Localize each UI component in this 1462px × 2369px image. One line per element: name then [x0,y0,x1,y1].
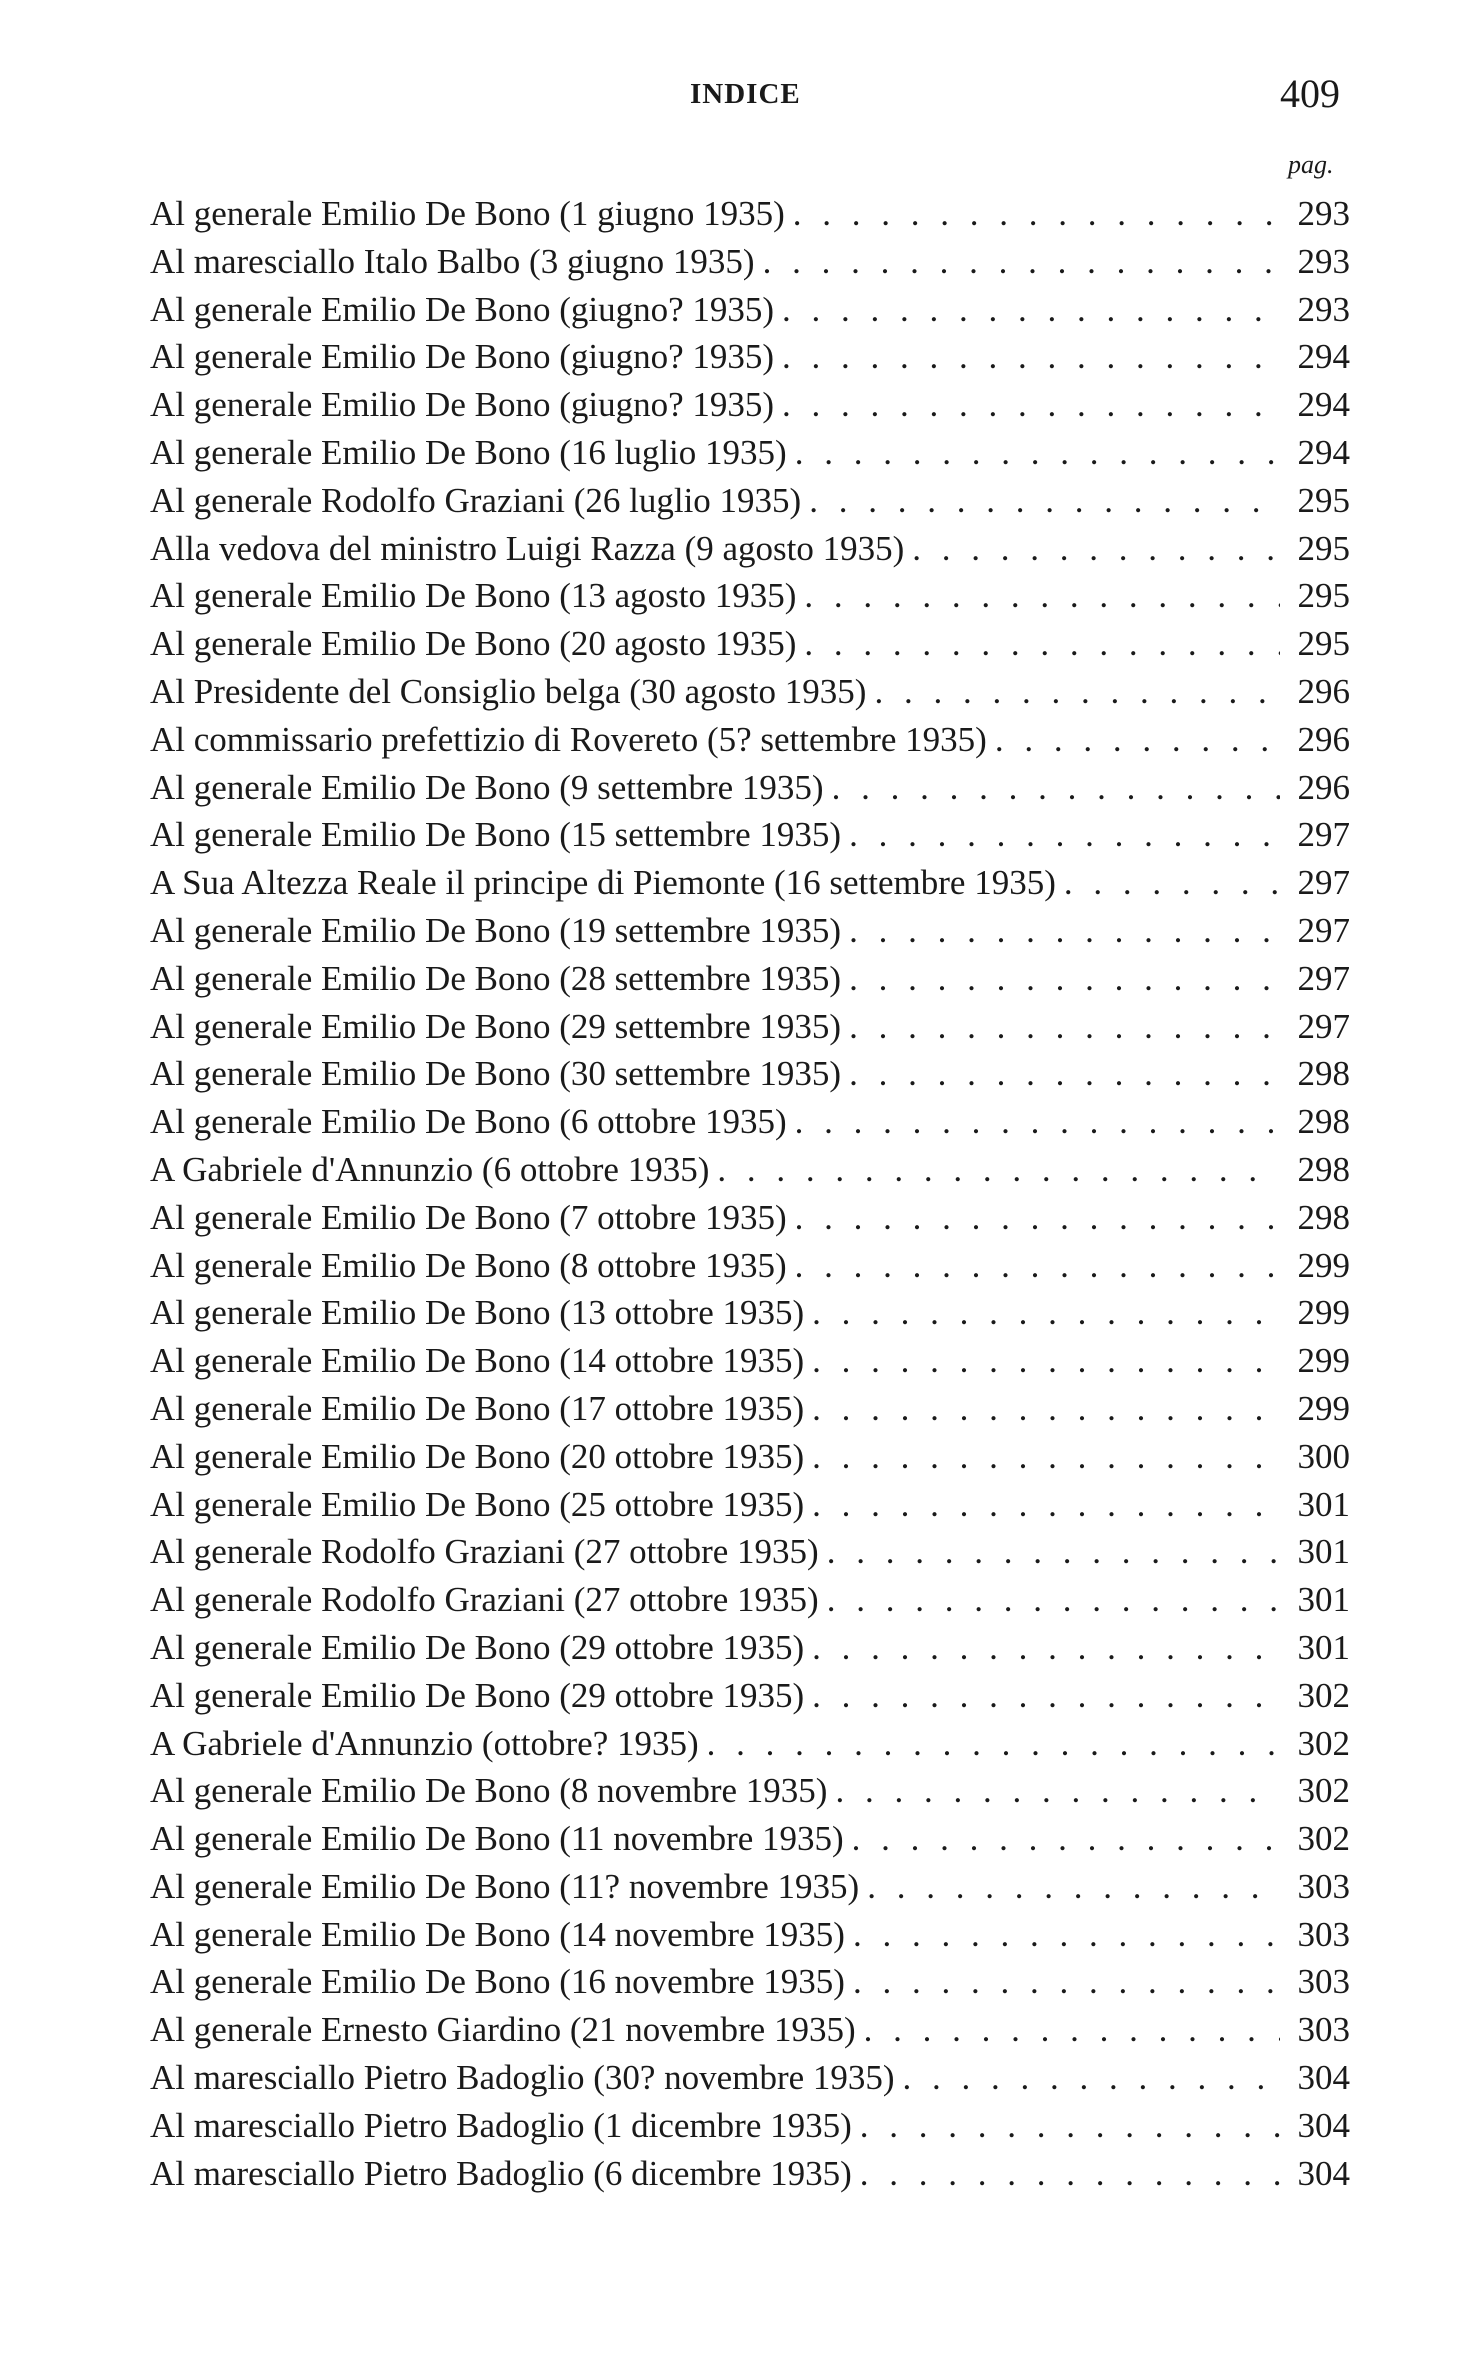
toc-entry-page: 303 [1297,1866,1350,1906]
toc-entry-page: 298 [1297,1054,1350,1094]
toc-entry-page: 293 [1297,194,1350,233]
toc-entry [150,1815,1350,1863]
toc-entry [150,1481,1350,1529]
dot-leader [852,2102,1280,2150]
dot-leader [804,1289,1280,1337]
toc-entry [150,2150,1350,2198]
toc-entry-page: 294 [1297,432,1350,472]
table-of-contents [150,190,1350,2197]
toc-entry-title: Al generale Emilio De Bono (giugno? 1935) [150,289,775,329]
toc-entry [150,1528,1350,1576]
toc-entry [150,429,1350,477]
dot-leader [819,1576,1280,1624]
toc-entry [150,333,1350,381]
dot-leader [804,1433,1280,1481]
dot-leader [804,1337,1280,1385]
dot-leader [774,333,1280,381]
toc-entry-page: 301 [1297,1627,1350,1667]
dot-leader [987,716,1280,764]
dot-leader [841,1003,1280,1051]
page-header [0,70,1462,130]
toc-entry-title: Al maresciallo Pietro Badoglio (1 dicembre 1935) [150,2105,852,2145]
toc-entry-page: 295 [1297,480,1350,520]
toc-entry-page: 303 [1297,2010,1350,2050]
toc-entry [150,1098,1350,1146]
toc-entry [150,955,1350,1003]
dot-leader [804,1385,1280,1433]
dot-leader [804,1624,1280,1672]
toc-entry-title: Al commissario prefettizio di Rovereto (5? settembre 1935) [150,719,987,759]
toc-entry-title: Al generale Rodolfo Graziani (26 luglio 1935) [150,480,802,520]
toc-entry-page: 294 [1297,385,1350,425]
dot-leader [796,620,1280,668]
toc-entry [150,2054,1350,2102]
toc-entry [150,1050,1350,1098]
toc-entry-title: Al maresciallo Pietro Badoglio (6 dicembre 1935) [150,2153,852,2193]
toc-entry [150,1289,1350,1337]
page-column-label: pag. [1288,150,1334,179]
toc-entry-page: 302 [1297,1819,1350,1859]
toc-entry-page: 302 [1297,1675,1350,1715]
page-number: 409 [1280,71,1340,116]
toc-entry [150,1624,1350,1672]
toc-entry-page: 302 [1297,1771,1350,1811]
toc-entry [150,620,1350,668]
toc-entry [150,286,1350,334]
dot-leader [774,286,1280,334]
dot-leader [866,668,1280,716]
dot-leader [841,907,1280,955]
toc-entry-page: 304 [1297,2105,1350,2145]
toc-entry-page: 303 [1297,1914,1350,1954]
toc-entry-title: Al generale Emilio De Bono (29 ottobre 1935) [150,1675,805,1715]
toc-entry [150,1385,1350,1433]
toc-entry-title: Al generale Emilio De Bono (20 ottobre 1935) [150,1436,805,1476]
toc-entry [150,1863,1350,1911]
toc-entry-page: 297 [1297,815,1350,855]
toc-entry-title: Al generale Emilio De Bono (30 settembre 1935) [150,1054,842,1094]
toc-entry [150,1003,1350,1051]
dot-leader [824,764,1280,812]
toc-entry-title: Al generale Emilio De Bono (16 novembre 1935) [150,1962,845,2002]
toc-entry [150,1242,1350,1290]
dot-leader [804,1481,1280,1529]
running-title: INDICE [690,78,801,110]
toc-entry-page: 294 [1297,337,1350,377]
toc-entry [150,1672,1350,1720]
toc-entry-title: Al generale Emilio De Bono (25 ottobre 1935) [150,1484,805,1524]
toc-entry [150,1146,1350,1194]
dot-leader [845,1958,1280,2006]
toc-entry [150,1767,1350,1815]
toc-entry-page: 295 [1297,624,1350,664]
toc-entry [150,668,1350,716]
dot-leader [844,1815,1280,1863]
toc-entry-title: A Sua Altezza Reale il principe di Piemonte (16 settembre 1935) [150,863,1056,903]
dot-leader [709,1146,1280,1194]
dot-leader [699,1720,1280,1768]
dot-leader [827,1767,1280,1815]
toc-entry-page: 299 [1297,1293,1350,1333]
toc-entry-title: A Gabriele d'Annunzio (ottobre? 1935) [150,1723,699,1763]
toc-entry-page: 299 [1297,1388,1350,1428]
toc-entry-page: 296 [1297,719,1350,759]
toc-entry-title: Al generale Emilio De Bono (9 settembre 1935) [150,767,824,807]
dot-leader [787,1242,1280,1290]
toc-entry-title: Al maresciallo Italo Balbo (3 giugno 1935) [150,241,755,281]
toc-entry-page: 293 [1297,289,1350,329]
toc-entry-page: 301 [1297,1484,1350,1524]
toc-entry-page: 302 [1297,1723,1350,1763]
toc-entry-title: Al generale Emilio De Bono (19 settembre 1935) [150,910,842,950]
toc-entry-title: Al generale Emilio De Bono (16 luglio 1935) [150,432,787,472]
toc-entry-title: Al generale Emilio De Bono (1 giugno 1935) [150,194,785,233]
toc-entry [150,811,1350,859]
dot-leader [852,2150,1280,2198]
dot-leader [845,1911,1280,1959]
toc-entry-title: Al generale Emilio De Bono (28 settembre 1935) [150,958,842,998]
toc-entry [150,1720,1350,1768]
dot-leader [801,477,1280,525]
toc-entry [150,572,1350,620]
dot-leader [785,190,1280,238]
toc-entry [150,859,1350,907]
toc-entry-title: Al generale Emilio De Bono (15 settembre 1935) [150,815,842,855]
toc-entry-title: Al generale Emilio De Bono (8 novembre 1935) [150,1771,828,1811]
toc-entry-page: 301 [1297,1580,1350,1620]
toc-entry-title: Al generale Emilio De Bono (11 novembre 1935) [150,1819,844,1859]
toc-entry [150,716,1350,764]
toc-entry [150,525,1350,573]
toc-entry-page: 304 [1297,2153,1350,2193]
toc-entry [150,1911,1350,1959]
dot-leader [856,2006,1280,2054]
toc-entry [150,238,1350,286]
toc-entry-page: 295 [1297,576,1350,616]
toc-entry-page: 303 [1297,1962,1350,2002]
dot-leader [787,1194,1280,1242]
dot-leader [796,572,1280,620]
dot-leader [774,381,1280,429]
toc-entry [150,2102,1350,2150]
toc-entry-title: Al generale Emilio De Bono (13 agosto 1935) [150,576,797,616]
toc-entry-page: 299 [1297,1245,1350,1285]
toc-entry [150,907,1350,955]
dot-leader [904,525,1280,573]
toc-entry-title: Al generale Emilio De Bono (29 settembre 1935) [150,1006,842,1046]
toc-entry-title: Al generale Rodolfo Graziani (27 ottobre 1935) [150,1580,819,1620]
toc-entry-title: Al generale Emilio De Bono (29 ottobre 1935) [150,1627,805,1667]
dot-leader [841,811,1280,859]
toc-entry-page: 296 [1297,671,1350,711]
toc-entry-page: 296 [1297,767,1350,807]
toc-entry [150,1194,1350,1242]
toc-entry-title: Al generale Emilio De Bono (giugno? 1935) [150,337,775,377]
dot-leader [1056,859,1280,907]
toc-entry-page: 301 [1297,1532,1350,1572]
toc-entry-page: 304 [1297,2058,1350,2098]
toc-entry [150,1337,1350,1385]
toc-entry-title: Alla vedova del ministro Luigi Razza (9 agosto 1935) [150,528,905,568]
toc-entry-title: Al Presidente del Consiglio belga (30 agosto 1935) [150,671,867,711]
toc-entry-page: 298 [1297,1102,1350,1142]
toc-entry-title: Al generale Ernesto Giardino (21 novembre 1935) [150,2010,856,2050]
toc-entry-title: Al generale Emilio De Bono (13 ottobre 1935) [150,1293,805,1333]
toc-entry-title: Al generale Emilio De Bono (20 agosto 1935) [150,624,797,664]
toc-entry-title: Al generale Emilio De Bono (14 novembre 1935) [150,1914,845,1954]
toc-entry-title: Al generale Rodolfo Graziani (27 ottobre 1935) [150,1532,819,1572]
toc-entry-page: 298 [1297,1149,1350,1189]
toc-entry-page: 297 [1297,958,1350,998]
toc-entry-page: 297 [1297,1006,1350,1046]
dot-leader [755,238,1280,286]
toc-entry [150,1576,1350,1624]
toc-entry-page: 293 [1297,241,1350,281]
toc-entry-title: Al generale Emilio De Bono (14 ottobre 1935) [150,1341,805,1381]
dot-leader [859,1863,1280,1911]
toc-entry-page: 300 [1297,1436,1350,1476]
dot-leader [787,429,1280,477]
toc-entry-title: Al maresciallo Pietro Badoglio (30? novembre 1935) [150,2058,895,2098]
toc-entry [150,190,1350,238]
toc-entry-title: Al generale Emilio De Bono (8 ottobre 1935) [150,1245,787,1285]
toc-entry [150,1958,1350,2006]
toc-entry-title: Al generale Emilio De Bono (11? novembre 1935) [150,1866,860,1906]
toc-entry [150,381,1350,429]
toc-entry [150,1433,1350,1481]
toc-entry-title: Al generale Emilio De Bono (17 ottobre 1935) [150,1388,805,1428]
dot-leader [895,2054,1280,2102]
dot-leader [841,1050,1280,1098]
toc-entry-page: 297 [1297,910,1350,950]
toc-entry-page: 298 [1297,1197,1350,1237]
toc-entry-page: 297 [1297,863,1350,903]
toc-entry-title: Al generale Emilio De Bono (6 ottobre 1935) [150,1102,787,1142]
toc-entry-title: Al generale Emilio De Bono (7 ottobre 1935) [150,1197,787,1237]
dot-leader [819,1528,1280,1576]
toc-entry-page: 299 [1297,1341,1350,1381]
toc-entry [150,2006,1350,2054]
toc-entry-title: A Gabriele d'Annunzio (6 ottobre 1935) [150,1149,710,1189]
toc-entry-page: 295 [1297,528,1350,568]
dot-leader [787,1098,1280,1146]
toc-entry-title: Al generale Emilio De Bono (giugno? 1935) [150,385,775,425]
dot-leader [841,955,1280,1003]
toc-entry [150,764,1350,812]
toc-entry [150,477,1350,525]
dot-leader [804,1672,1280,1720]
